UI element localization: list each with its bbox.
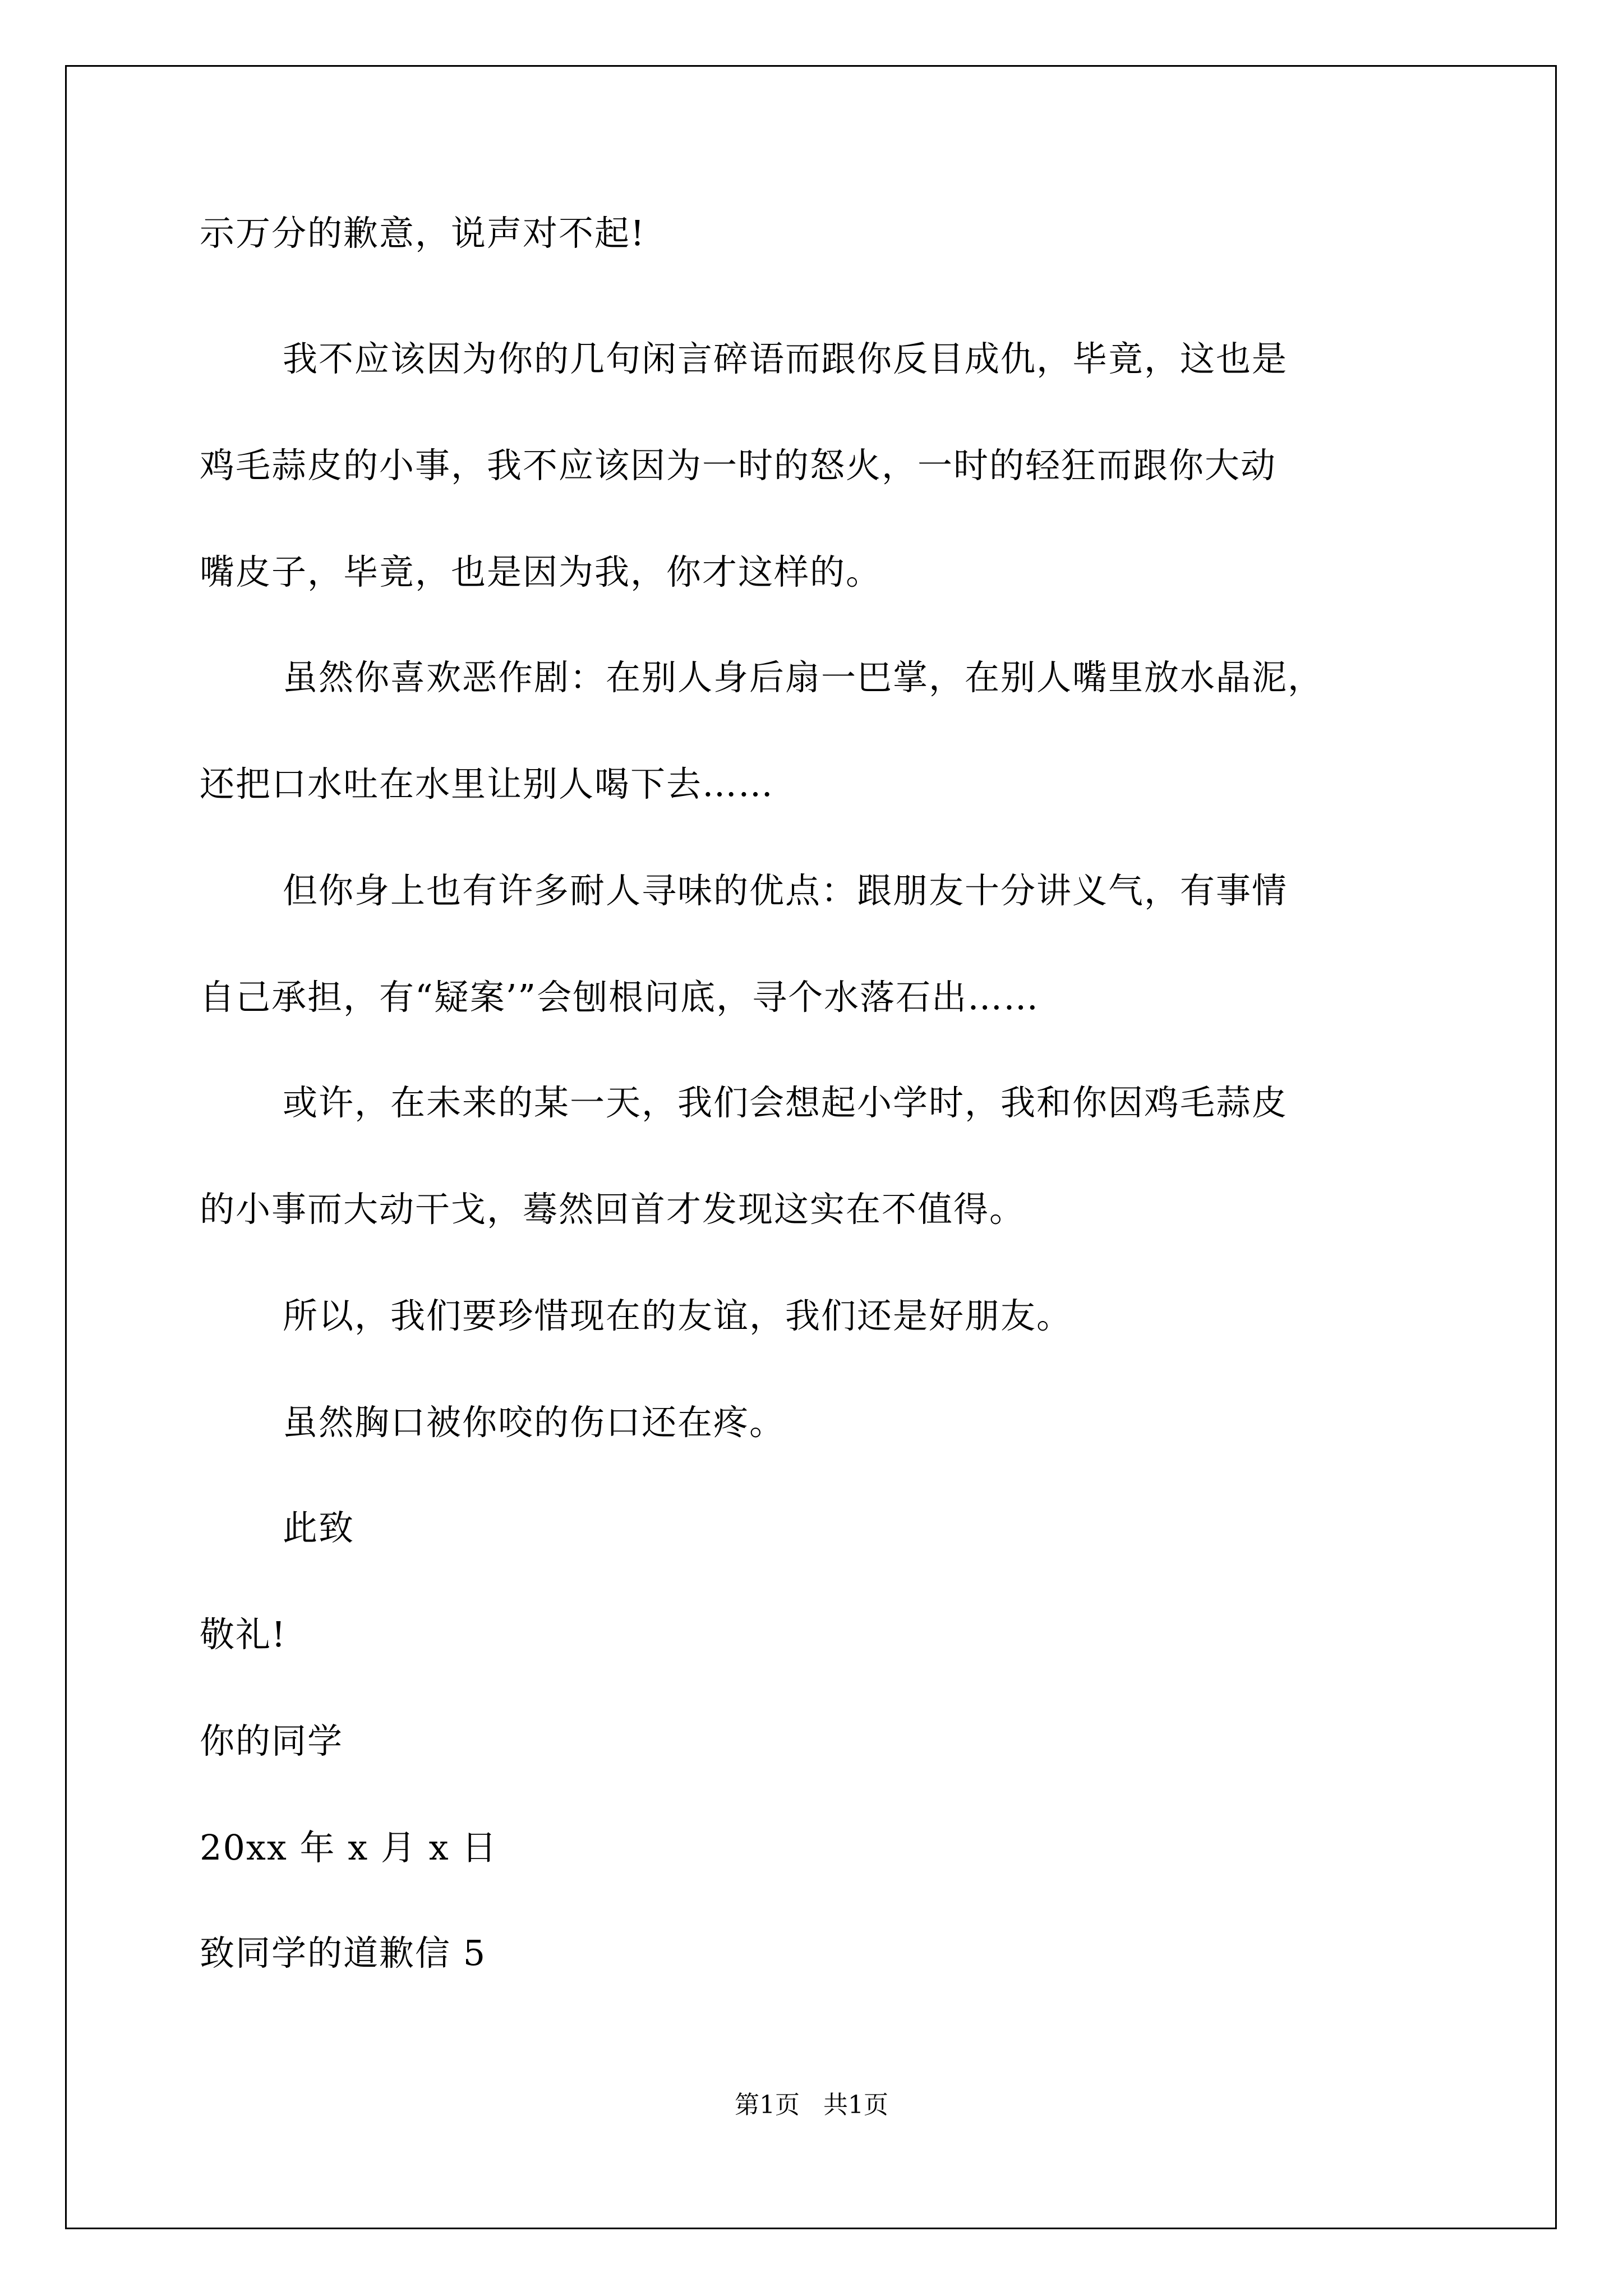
section-heading: 致同学的道歉信 5	[200, 1932, 487, 1973]
text-line: 或许，在未来的某一天，我们会想起小学时，我和你因鸡毛蒜皮	[283, 1082, 1288, 1123]
text-line: 鸡毛蒜皮的小事，我不应该因为一时的怒火，一时的轻狂而跟你大动	[200, 445, 1277, 486]
text-line: 还把口水吐在水里让别人喝下去……	[200, 763, 774, 804]
text-line: 但你身上也有许多耐人寻味的优点：跟朋友十分讲义气，有事情	[283, 870, 1288, 911]
signature: 你的同学	[200, 1720, 344, 1761]
text-line: 我不应该因为你的几句闲言碎语而跟你反目成仇，毕竟，这也是	[283, 338, 1288, 379]
text-line: 自己承担，有“疑案’”会刨根问底，寻个水落石出……	[200, 977, 1040, 1018]
page-number-footer: 第1页 共1页	[735, 2091, 888, 2119]
date-line: 20xx 年 x 月 x 日	[200, 1827, 498, 1868]
text-line: 嘴皮子，毕竟，也是因为我，你才这样的。	[200, 551, 882, 592]
text-line: 虽然你喜欢恶作剧：在别人身后扇一巴掌，在别人嘴里放水晶泥，	[283, 657, 1324, 698]
text-line: 示万分的歉意，说声对不起!	[200, 213, 645, 254]
text-line: 虽然胸口被你咬的伤口还在疼。	[283, 1402, 786, 1443]
text-line: 所以，我们要珍惜现在的友谊，我们还是好朋友。	[283, 1295, 1073, 1336]
closing-regards: 敬礼!	[200, 1614, 287, 1655]
closing-salutation: 此致	[283, 1507, 355, 1548]
text-line: 的小事而大动干戈，蓦然回首才发现这实在不值得。	[200, 1189, 1026, 1230]
page-border	[65, 65, 1557, 2229]
